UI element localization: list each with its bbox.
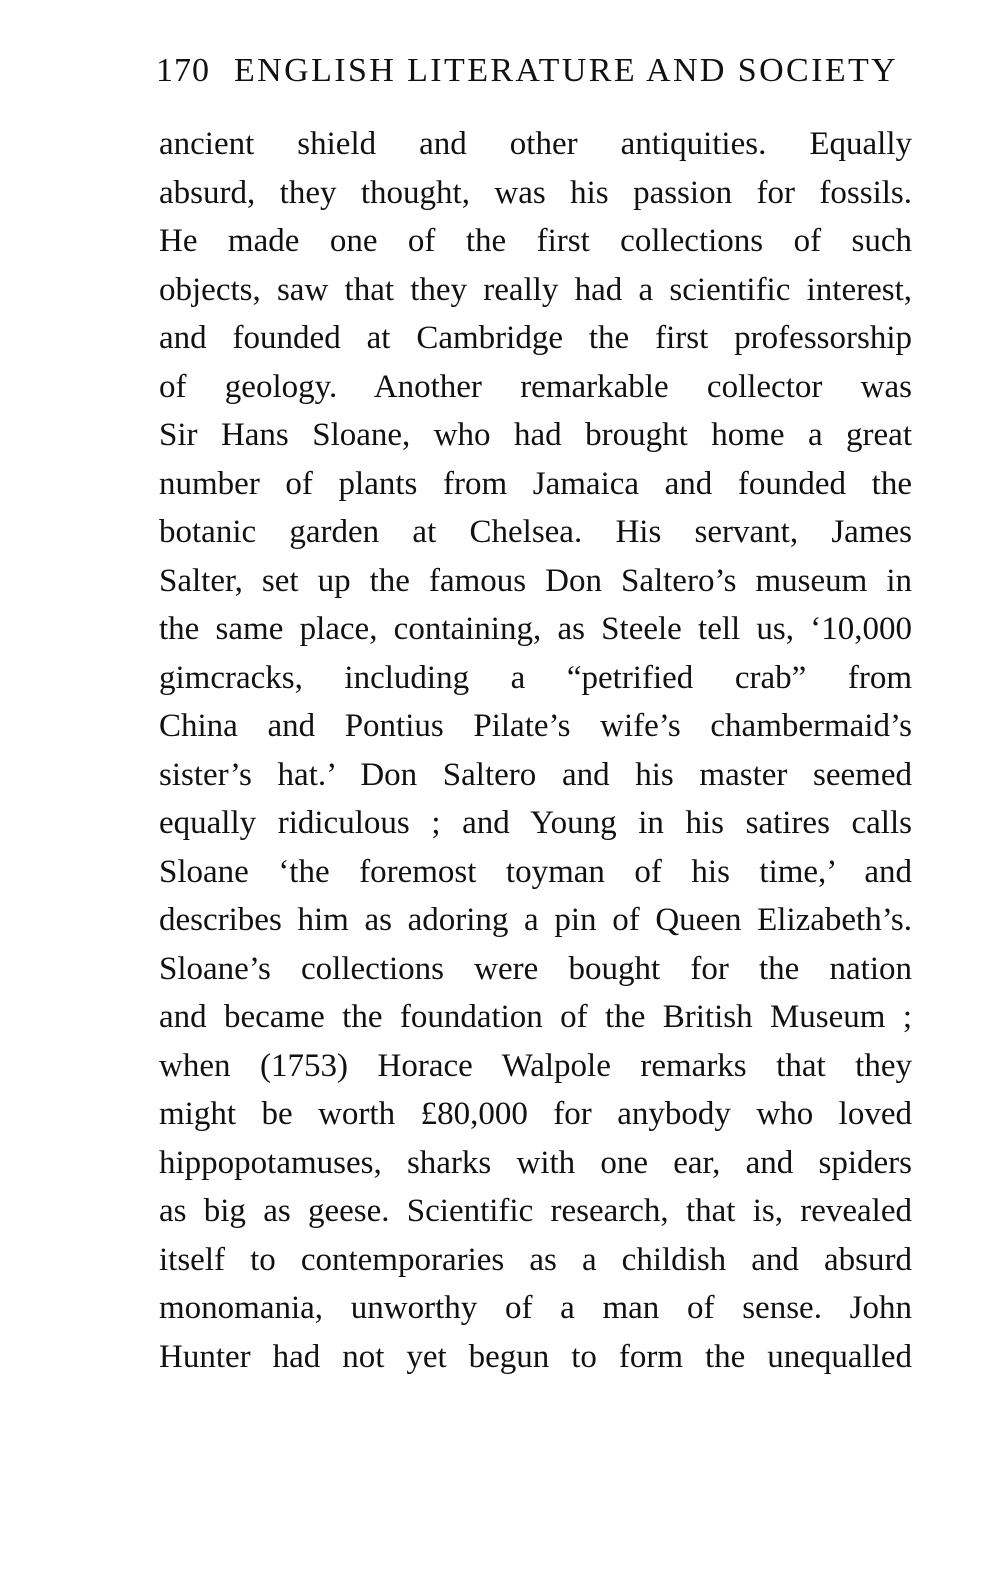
text-line: gimcracks, including a “petrified crab” from — [159, 659, 912, 696]
text-line: monomania, unworthy of a man of sense. John — [159, 1290, 912, 1326]
running-head — [156, 52, 912, 100]
text-line: and became the foundation of the British Museum ; — [159, 999, 912, 1035]
text-line: the same place, containing, as Steele tell us, ‘10,000 — [159, 611, 912, 647]
text-line: ancient shield and other antiquities. Equally — [159, 126, 912, 162]
text-line: He made one of the first collections of such — [159, 223, 912, 259]
page-number: 170 — [156, 52, 210, 89]
body-text — [159, 120, 912, 1381]
text-line: hippopotamuses, sharks with one ear, and spiders — [159, 1144, 912, 1181]
text-line: botanic garden at Chelsea. His servant, James — [159, 514, 912, 550]
text-line: Sloane’s collections were bought for the nation — [159, 950, 912, 987]
text-line: of geology. Another remarkable collector was — [159, 368, 912, 405]
text-line: China and Pontius Pilate’s wife’s chambermaid’s — [159, 708, 912, 744]
text-line: equally ridiculous ; and Young in his satires calls — [159, 805, 912, 841]
text-line: when (1753) Horace Walpole remarks that they — [159, 1047, 912, 1084]
text-line: absurd, they thought, was his passion for fossils. — [159, 174, 912, 211]
text-line: and founded at Cambridge the first professorship — [159, 320, 912, 356]
text-line: describes him as adoring a pin of Queen Elizabeth’s. — [159, 902, 912, 938]
text-line: Hunter had not yet begun to form the unequalled — [159, 1338, 912, 1375]
text-line: sister’s hat.’ Don Saltero and his master seemed — [159, 756, 912, 793]
running-title: ENGLISH LITERATURE AND SOCIETY — [234, 52, 899, 89]
text-line: Sloane ‘the foremost toyman of his time,’ and — [159, 853, 912, 890]
text-line: itself to contemporaries as a childish and absurd — [159, 1241, 912, 1278]
text-line: as big as geese. Scientific research, that is, revealed — [159, 1193, 912, 1229]
text-line: objects, saw that they really had a scientific interest, — [159, 271, 912, 308]
text-line: number of plants from Jamaica and founded the — [159, 465, 912, 502]
text-line: Salter, set up the famous Don Saltero’s museum in — [159, 562, 912, 599]
text-line: might be worth £80,000 for anybody who loved — [159, 1096, 912, 1132]
text-line: Sir Hans Sloane, who had brought home a great — [159, 417, 912, 453]
